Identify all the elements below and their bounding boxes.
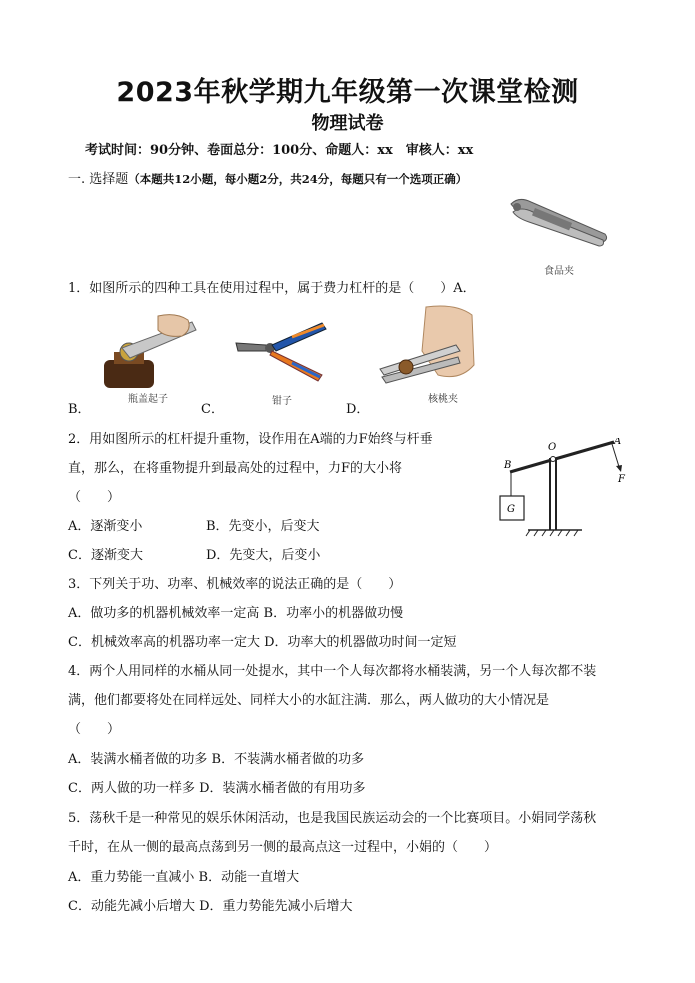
pliers-caption: 钳子 (272, 396, 292, 407)
q1-option-c: C． (201, 402, 224, 417)
nutcracker-image (376, 305, 476, 389)
q4-line-1: 4．两个人用同样的水桶从同一处提水，其中一个人每次都将水桶装满，另一个人每次都不装 (68, 664, 597, 679)
q1-option-b: B． (68, 402, 91, 417)
lever-label-b: B (504, 460, 512, 471)
q5-options-ab: A．重力势能一直减小 B．动能一直增大 (68, 870, 300, 885)
q4-line-2: 满，他们都要将处在同样远处、同样大小的水缸注满．那么，两人做功的大小情况是 (68, 693, 550, 708)
page-title: 2023年秋学期九年级第一次课堂检测 (116, 77, 579, 108)
page-subtitle: 物理试卷 (311, 113, 384, 134)
q4-options-cd: C．两人做的功一样多 D．装满水桶者做的有用功多 (68, 781, 366, 796)
bottle-opener-image (96, 312, 198, 390)
q3-options-cd: C．机械效率高的机器功率一定大 D．功率大的机器做功时间一定短 (68, 635, 457, 650)
q3-options-ab: A．做功多的机器机械效率一定高 B．功率小的机器做功慢 (68, 606, 404, 621)
lever-label-g: G (507, 504, 515, 515)
q5-line-2: 千时，在从一侧的最高点荡到另一侧的最高点这一过程中，小娟的（ ） (68, 840, 498, 855)
lever-label-o: O (548, 442, 557, 453)
q2-line-2: 直，那么，在将重物提升到最高处的过程中，力F的大小将 (68, 461, 403, 476)
q1-stem: 1．如图所示的四种工具在使用过程中，属于费力杠杆的是（ ）A． (68, 281, 476, 296)
q2-line-1: 2．用如图所示的杠杆提升重物，设作用在A端的力F始终与杆垂 (68, 432, 433, 447)
q5-options-cd: C．动能先减小后增大 D．重力势能先减小后增大 (68, 899, 353, 914)
q3-stem: 3．下列关于功、功率、机械效率的说法正确的是（ ） (68, 577, 402, 592)
section-note: （本题共12小题，每小题2分，共24分，每题只有一个选项正确） (128, 172, 468, 186)
bottle-opener-caption: 瓶盖起子 (128, 394, 168, 405)
pliers-image (232, 315, 328, 387)
food-tongs-image (505, 192, 611, 258)
q2-option-d: D．先变大，后变小 (206, 548, 321, 563)
q2-option-b: B．先变小，后变大 (206, 519, 320, 534)
lever-diagram (494, 438, 632, 538)
q2-option-c: C．逐渐变大 (68, 548, 143, 563)
nutcracker-caption: 核桃夹 (428, 394, 458, 405)
food-tongs-caption: 食品夹 (544, 266, 574, 277)
q4-line-3: （ ） (68, 722, 121, 737)
q1-option-d: D． (346, 402, 370, 417)
lever-label-a: A (614, 438, 622, 447)
section-heading (68, 168, 467, 187)
q2-line-3: （ ） (68, 490, 121, 505)
exam-info: 考试时间：90分钟、卷面总分：100分、命题人：xx 审核人：xx (85, 143, 474, 158)
section-title: 一. 选择题 (68, 172, 129, 187)
q4-options-ab: A．装满水桶者做的功多 B．不装满水桶者做的功多 (68, 752, 365, 767)
lever-label-f: F (618, 474, 625, 485)
q5-line-1: 5．荡秋千是一种常见的娱乐休闲活动，也是我国民族运动会的一个比赛项目。小娟同学荡秋 (68, 811, 597, 826)
q2-option-a: A．逐渐变小 (68, 519, 143, 534)
